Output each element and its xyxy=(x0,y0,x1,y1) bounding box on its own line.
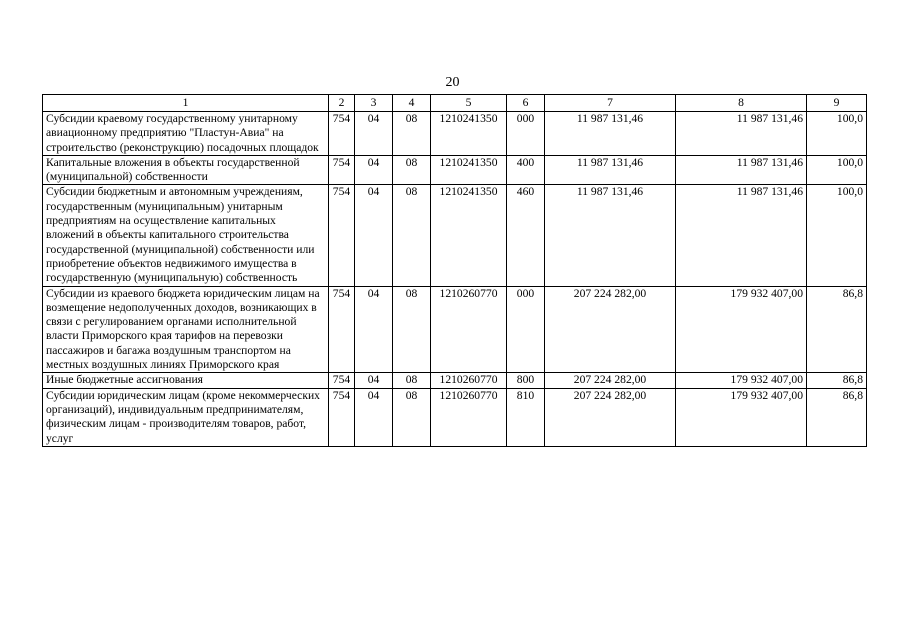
planned-amount: 207 224 282,00 xyxy=(545,373,676,388)
header-cell: 2 xyxy=(329,95,355,112)
item-name: Субсидии бюджетным и автономным учреждениям, государственным (муниципальным) унитарным предприятиям на осуществление капитальных вложений в объекты капитального строительства государственной (муниципальной) собственности или приобретение объектов недвижимого имущества в государственную (муниципальную) собственность xyxy=(43,185,329,286)
section-code: 04 xyxy=(355,373,393,388)
table-row xyxy=(43,155,867,185)
execution-percent: 100,0 xyxy=(807,185,867,286)
subsection-code: 08 xyxy=(393,112,431,156)
section-code: 04 xyxy=(355,185,393,286)
table-row xyxy=(43,112,867,156)
header-cell: 4 xyxy=(393,95,431,112)
planned-amount: 11 987 131,46 xyxy=(545,155,676,185)
budget-table xyxy=(42,94,867,447)
target-article-code: 1210260770 xyxy=(431,373,507,388)
section-code: 04 xyxy=(355,388,393,446)
header-cell: 9 xyxy=(807,95,867,112)
table-row xyxy=(43,286,867,373)
actual-amount: 179 932 407,00 xyxy=(676,286,807,373)
header-cell: 8 xyxy=(676,95,807,112)
execution-percent: 100,0 xyxy=(807,155,867,185)
execution-percent: 86,8 xyxy=(807,388,867,446)
section-code: 04 xyxy=(355,155,393,185)
expense-type-code: 460 xyxy=(507,185,545,286)
target-article-code: 1210241350 xyxy=(431,185,507,286)
expense-type-code: 000 xyxy=(507,286,545,373)
grbs-code: 754 xyxy=(329,286,355,373)
planned-amount: 207 224 282,00 xyxy=(545,286,676,373)
header-cell: 7 xyxy=(545,95,676,112)
table-row xyxy=(43,388,867,446)
actual-amount: 179 932 407,00 xyxy=(676,388,807,446)
planned-amount: 11 987 131,46 xyxy=(545,112,676,156)
table-row xyxy=(43,373,867,388)
subsection-code: 08 xyxy=(393,388,431,446)
table-row xyxy=(43,185,867,286)
expense-type-code: 000 xyxy=(507,112,545,156)
grbs-code: 754 xyxy=(329,373,355,388)
header-cell: 6 xyxy=(507,95,545,112)
grbs-code: 754 xyxy=(329,155,355,185)
expense-type-code: 400 xyxy=(507,155,545,185)
target-article-code: 1210241350 xyxy=(431,112,507,156)
header-cell: 5 xyxy=(431,95,507,112)
subsection-code: 08 xyxy=(393,286,431,373)
subsection-code: 08 xyxy=(393,185,431,286)
grbs-code: 754 xyxy=(329,112,355,156)
target-article-code: 1210260770 xyxy=(431,286,507,373)
table-header-row xyxy=(43,95,867,112)
actual-amount: 11 987 131,46 xyxy=(676,155,807,185)
page-number: 20 xyxy=(445,75,460,90)
item-name: Субсидии юридическим лицам (кроме некоммерческих организаций), индивидуальным предпринимателям, физическим лицам - производителям товаров, работ, услуг xyxy=(43,388,329,446)
item-name: Иные бюджетные ассигнования xyxy=(43,373,329,388)
execution-percent: 100,0 xyxy=(807,112,867,156)
planned-amount: 11 987 131,46 xyxy=(545,185,676,286)
expense-type-code: 810 xyxy=(507,388,545,446)
actual-amount: 11 987 131,46 xyxy=(676,112,807,156)
item-name: Капитальные вложения в объекты государственной (муниципальной) собственности xyxy=(43,155,329,185)
actual-amount: 179 932 407,00 xyxy=(676,373,807,388)
section-code: 04 xyxy=(355,112,393,156)
actual-amount: 11 987 131,46 xyxy=(676,185,807,286)
item-name: Субсидии краевому государственному унитарному авиационному предприятию "Пластун-Авиа" на строительство (реконструкцию) посадочных площадок xyxy=(43,112,329,156)
target-article-code: 1210260770 xyxy=(431,388,507,446)
target-article-code: 1210241350 xyxy=(431,155,507,185)
expense-type-code: 800 xyxy=(507,373,545,388)
execution-percent: 86,8 xyxy=(807,373,867,388)
grbs-code: 754 xyxy=(329,185,355,286)
header-cell: 3 xyxy=(355,95,393,112)
planned-amount: 207 224 282,00 xyxy=(545,388,676,446)
grbs-code: 754 xyxy=(329,388,355,446)
execution-percent: 86,8 xyxy=(807,286,867,373)
section-code: 04 xyxy=(355,286,393,373)
header-cell: 1 xyxy=(43,95,329,112)
subsection-code: 08 xyxy=(393,373,431,388)
subsection-code: 08 xyxy=(393,155,431,185)
item-name: Субсидии из краевого бюджета юридическим лицам на возмещение недополученных доходов, возникающих в связи с регулированием органами исполнительной власти Приморского края тарифов на перевозки пассажиров и багажа воздушным транспортом на местных воздушных линиях Приморского края xyxy=(43,286,329,373)
